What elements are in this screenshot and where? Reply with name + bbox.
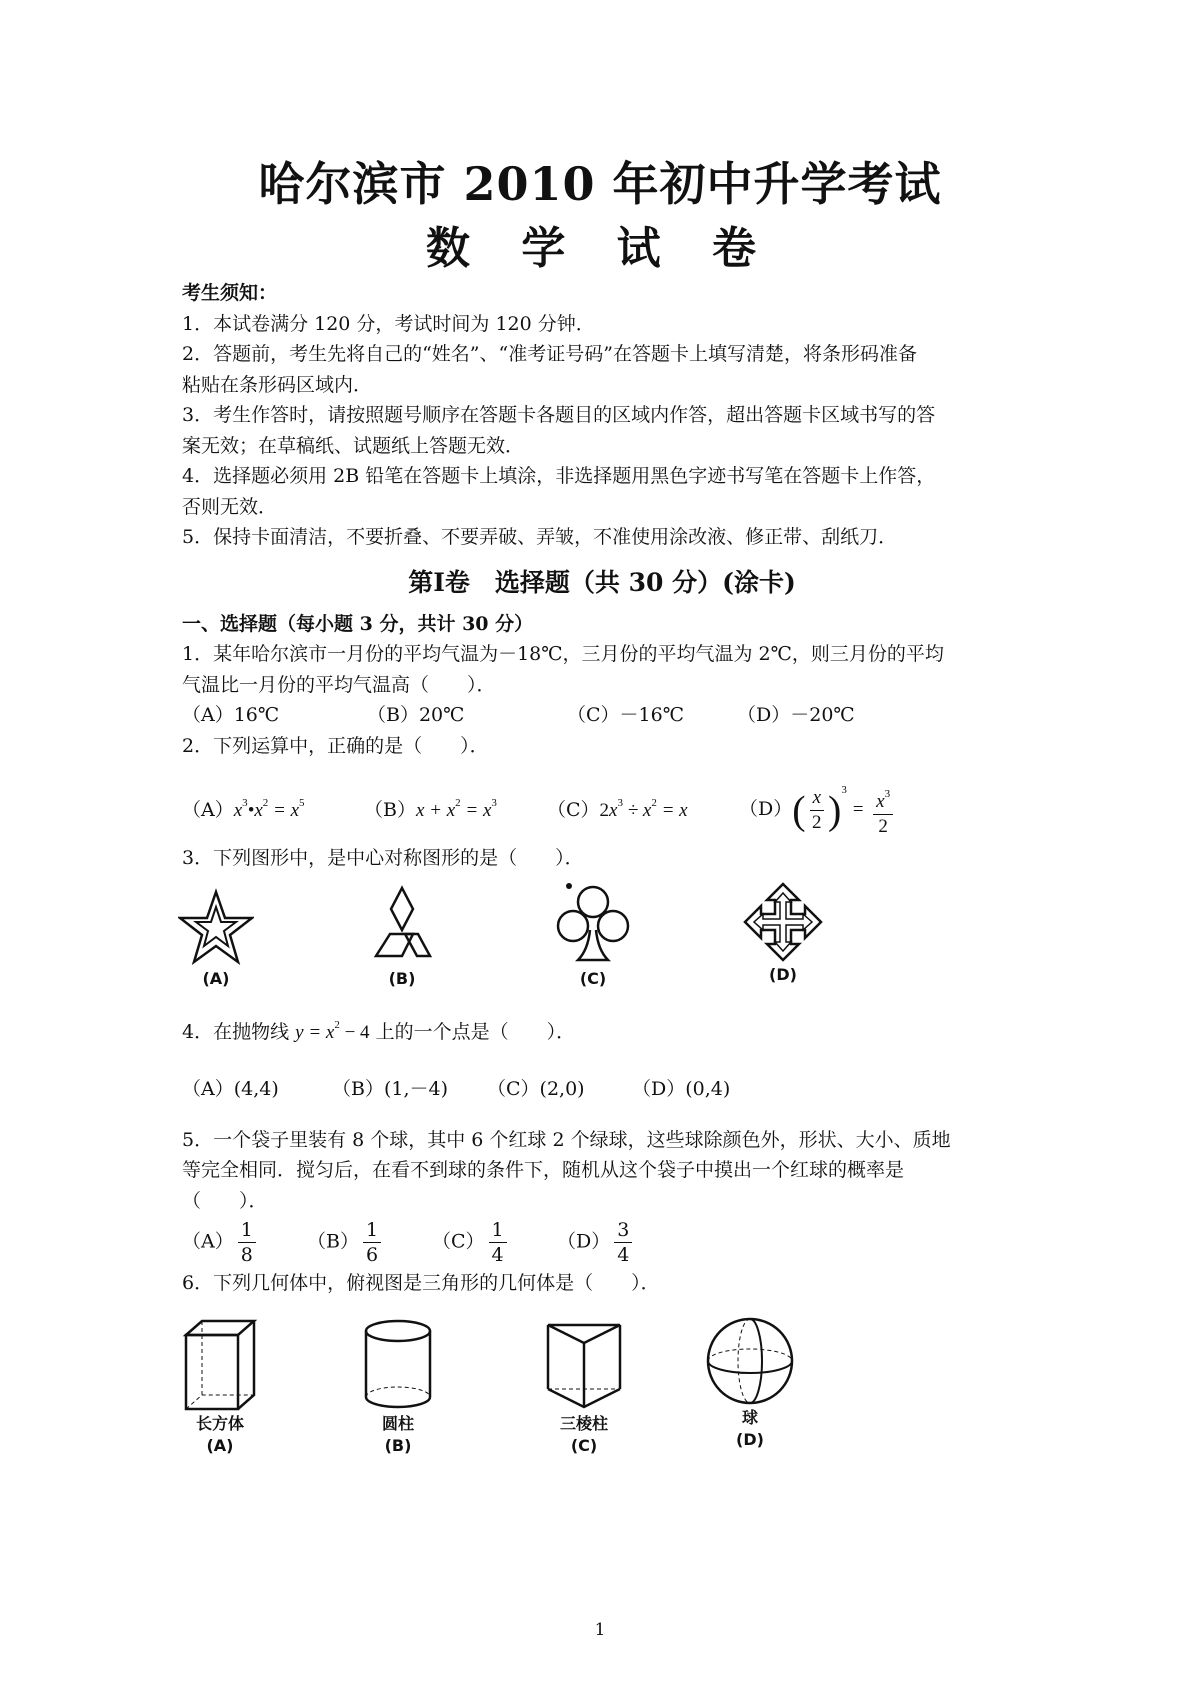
- triangular-prism-shape: [544, 1317, 624, 1413]
- exam-subtitle: 数 学 试 卷: [426, 223, 774, 274]
- q6-figure-c: [542, 1317, 626, 1457]
- q2-option-a-label: （A）: [182, 798, 234, 821]
- notice-item: 粘贴在条形码区域内．: [182, 373, 373, 396]
- q5-option-a-denominator: 8: [240, 1243, 253, 1266]
- notice-item: 5．保持卡面清洁，不要折叠、不要弄破、弄皱，不准使用涂改液、修正带、刮纸刀．: [182, 526, 898, 548]
- cuboid-shape: [182, 1317, 258, 1413]
- q4-option-d: （D）(0,4): [632, 1078, 731, 1100]
- q2-option-a-formula: $x^3•x^2 = x^5$: [233, 796, 305, 821]
- four-arrows-shape: [741, 880, 825, 964]
- page-number: 1: [594, 1620, 606, 1640]
- q5-option-d: [557, 1218, 636, 1267]
- q2-option-c-label: （C）: [547, 798, 600, 821]
- q2-option-c: [547, 788, 739, 827]
- q6-figure-a: [180, 1317, 260, 1457]
- q5-option-b-numerator: 1: [363, 1218, 381, 1243]
- q5-option-c: [432, 1218, 557, 1267]
- q2-option-d: [739, 775, 897, 839]
- q1-stem-line2: 气温比一月份的平均气温高（ ）．: [182, 673, 496, 696]
- q5-options: [182, 1216, 1022, 1268]
- q3-caption-b: (B): [388, 968, 416, 988]
- q2-option-b-label: （B）: [364, 798, 416, 821]
- sphere-shape: [702, 1315, 798, 1407]
- q5-stem-line3: （ ）．: [182, 1189, 268, 1212]
- notice-heading: 考生须知：: [182, 282, 278, 304]
- part-title: 一、选择题（每小题 3 分，共计 30 分）: [182, 612, 534, 635]
- q3-caption-d: (D): [769, 964, 797, 984]
- q2-stem: 2．下列运算中，正确的是（ ）．: [182, 734, 489, 757]
- q4-option-b: （B）(1,－4): [332, 1078, 449, 1100]
- q6-caption-b: (B): [384, 1435, 412, 1455]
- q6-figures: [182, 1317, 1022, 1477]
- q6-figure-d: [702, 1315, 798, 1451]
- q3-figure-d: [740, 880, 826, 986]
- q3-stem: 3．下列图形中，是中心对称图形的是（ ）．: [182, 847, 584, 869]
- q4-stem-after: 上的一个点是（ ）．: [375, 1020, 576, 1043]
- q6-caption-c: (C): [570, 1435, 598, 1455]
- q3-figure-c: [550, 880, 636, 990]
- q6-name-a: 长方体: [195, 1413, 244, 1433]
- q5-option-c-numerator: 1: [489, 1218, 507, 1243]
- q6-name-d: 球: [741, 1407, 758, 1427]
- notice-item: 案无效；在草稿纸、试题纸上答题无效．: [182, 434, 525, 457]
- q1-option-d: （D）－20℃: [737, 704, 855, 726]
- notice-item: 1．本试卷满分 120 分，考试时间为 120 分钟．: [182, 312, 595, 335]
- q5-option-d-numerator: 3: [614, 1218, 632, 1243]
- q4-options: [182, 1074, 1022, 1105]
- q4-option-c: （C）(2,0): [487, 1078, 585, 1100]
- q5-option-d-denominator: 4: [617, 1243, 630, 1266]
- q5-option-d-label: （D）: [557, 1230, 611, 1252]
- q3-figure-b: [360, 884, 444, 990]
- q1-stem-line1: 1．某年哈尔滨市一月份的平均气温为－18℃，三月份的平均气温为 2℃，则三月份的平均: [182, 643, 944, 665]
- q5-option-a: [182, 1218, 307, 1267]
- q6-name-b: 圆柱: [381, 1413, 414, 1433]
- cylinder-shape: [360, 1317, 436, 1413]
- q2-option-b: [364, 788, 547, 827]
- q3-figure-a: [176, 888, 256, 990]
- q5-option-b-denominator: 6: [365, 1243, 379, 1266]
- q5-option-b: [307, 1218, 432, 1267]
- q1-option-a: （A）16℃: [182, 704, 280, 726]
- q1-option-b: （B）20℃: [367, 704, 465, 726]
- q5-option-a-label: （A）: [182, 1230, 234, 1252]
- notice-item: 4．选择题必须用 2B 铅笔在答题卡上填涂，非选择题用黑色字迹书写笔在答题卡上作答，: [182, 465, 936, 487]
- club-shape: [550, 880, 636, 968]
- q5-stem-line1: 5．一个袋子里装有 8 个球，其中 6 个红球 2 个绿球，这些球除颜色外，形状、大小、质地: [182, 1128, 951, 1151]
- notice-item: 否则无效．: [182, 495, 278, 518]
- q2-option-b-formula: $x + x^2 = x^3$: [415, 796, 497, 821]
- q6-caption-d: (D): [736, 1429, 764, 1449]
- q2-option-c-formula: $2x^3 \div x^2 = x$: [599, 796, 688, 821]
- q6-figure-b: [358, 1317, 438, 1457]
- q6-stem: 6．下列几何体中，俯视图是三角形的几何体是（ ）．: [182, 1272, 660, 1294]
- q5-option-a-numerator: 1: [238, 1218, 256, 1243]
- q5-stem-line2: 等完全相同．搅匀后，在看不到球的条件下，随机从这个袋子中摸出一个红球的概率是: [182, 1159, 905, 1181]
- q4-option-a: （A）(4,4): [182, 1078, 279, 1100]
- notice-item: 3．考生作答时，请按照题号顺序在答题卡各题目的区域内作答，超出答题卡区域书写的答: [182, 404, 936, 426]
- exam-title: 哈尔滨市 2010 年初中升学考试: [258, 157, 942, 211]
- q4-stem-before: 4．在抛物线: [182, 1020, 290, 1043]
- exam-body: [182, 278, 1022, 1477]
- q3-caption-a: (A): [202, 968, 230, 988]
- q6-caption-a: (A): [206, 1435, 234, 1455]
- q1-options: [182, 700, 1022, 731]
- notice-item: 2．答题前，考生先将自己的“姓名”、“准考证号码”在答题卡上填写清楚，将条形码准备: [182, 343, 917, 365]
- q2-option-d-label: （D）: [739, 797, 793, 820]
- q5-option-b-label: （B）: [307, 1230, 359, 1252]
- star-shape: [178, 888, 254, 968]
- three-diamonds-shape: [360, 884, 444, 968]
- q1-option-c: （C）－16℃: [567, 704, 684, 726]
- q4-stem: [182, 1010, 1022, 1049]
- q2-option-d-formula: ( $\frac{x}{2}$ )$^3$ = $\frac{x^3}{2}$: [792, 799, 897, 820]
- q3-caption-c: (C): [579, 968, 607, 988]
- q5-option-c-label: （C）: [432, 1230, 485, 1252]
- q6-name-c: 三棱柱: [559, 1413, 608, 1433]
- section-title: 第Ⅰ卷 选择题（共 30 分）(涂卡): [408, 567, 796, 597]
- q3-figures: [182, 874, 1022, 1002]
- q2-option-a: [182, 788, 364, 827]
- q4-formula: $y = x^2 - 4$: [295, 1018, 370, 1043]
- q5-option-c-denominator: 4: [491, 1243, 504, 1266]
- q2-options: [182, 779, 1022, 838]
